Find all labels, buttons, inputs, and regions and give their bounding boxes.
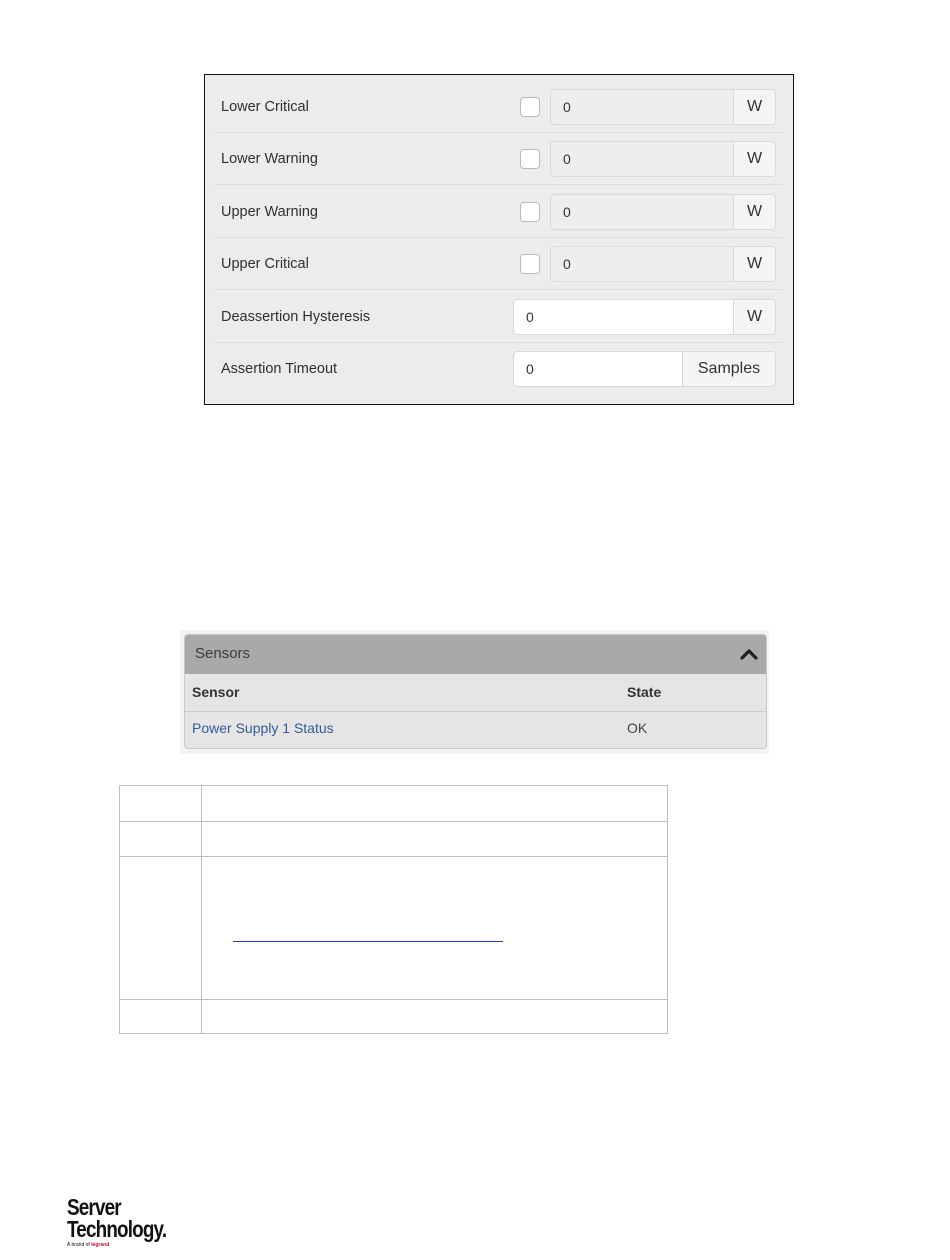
table-row-divider bbox=[120, 856, 667, 857]
threshold-label: Lower Critical bbox=[221, 99, 309, 115]
threshold-label: Upper Critical bbox=[221, 256, 309, 272]
table-row-divider bbox=[120, 821, 667, 822]
logo-line2: Technology. bbox=[67, 1216, 167, 1242]
table-row bbox=[185, 712, 766, 746]
unit-addon: Samples bbox=[683, 351, 776, 387]
threshold-row-lower-warning bbox=[205, 133, 793, 185]
logo-tagline-text: A brand of bbox=[67, 1242, 90, 1248]
sensors-widget bbox=[180, 630, 769, 754]
logo-tagline bbox=[67, 1241, 177, 1249]
sensors-card bbox=[184, 634, 767, 749]
hysteresis-input[interactable]: 0 bbox=[513, 299, 734, 335]
sensors-title: Sensors bbox=[195, 645, 251, 662]
enable-checkbox[interactable] bbox=[520, 202, 540, 222]
unit-addon: W bbox=[734, 299, 776, 335]
table-row-divider bbox=[120, 999, 667, 1000]
threshold-row-upper-critical bbox=[205, 238, 793, 290]
column-state: State bbox=[627, 684, 662, 700]
threshold-row-upper-warning bbox=[205, 186, 793, 238]
logo-brand: legrand bbox=[91, 1242, 110, 1248]
server-technology-logo bbox=[67, 1196, 177, 1252]
threshold-value-input[interactable]: 0 bbox=[550, 246, 734, 282]
column-sensor: Sensor bbox=[192, 684, 240, 700]
hyperlink-underline[interactable] bbox=[233, 941, 503, 942]
logo-line1: Server bbox=[67, 1194, 121, 1220]
sensor-link[interactable]: Power Supply 1 Status bbox=[192, 720, 334, 736]
threshold-row-deassertion-hysteresis bbox=[205, 291, 793, 343]
threshold-value-input[interactable]: 0 bbox=[550, 194, 734, 230]
threshold-label: Assertion Timeout bbox=[221, 361, 338, 377]
threshold-settings-panel bbox=[204, 74, 794, 405]
reference-table bbox=[119, 785, 668, 1034]
sensors-column-header bbox=[185, 674, 766, 712]
threshold-label: Upper Warning bbox=[221, 204, 318, 220]
threshold-label: Deassertion Hysteresis bbox=[221, 309, 371, 325]
sensor-state: OK bbox=[627, 720, 648, 736]
unit-addon: W bbox=[734, 89, 776, 125]
threshold-label: Lower Warning bbox=[221, 151, 318, 167]
threshold-value-input[interactable]: 0 bbox=[550, 89, 734, 125]
enable-checkbox[interactable] bbox=[520, 149, 540, 169]
threshold-row-assertion-timeout bbox=[205, 343, 793, 395]
timeout-input[interactable]: 0 bbox=[513, 351, 683, 387]
unit-addon: W bbox=[734, 246, 776, 282]
unit-addon: W bbox=[734, 194, 776, 230]
unit-addon: W bbox=[734, 141, 776, 177]
threshold-row-lower-critical bbox=[205, 81, 793, 133]
chevron-up-icon[interactable] bbox=[740, 648, 758, 660]
threshold-value-input[interactable]: 0 bbox=[550, 141, 734, 177]
sensors-header[interactable] bbox=[185, 635, 766, 674]
enable-checkbox[interactable] bbox=[520, 97, 540, 117]
enable-checkbox[interactable] bbox=[520, 254, 540, 274]
table-column-divider bbox=[201, 786, 202, 1033]
